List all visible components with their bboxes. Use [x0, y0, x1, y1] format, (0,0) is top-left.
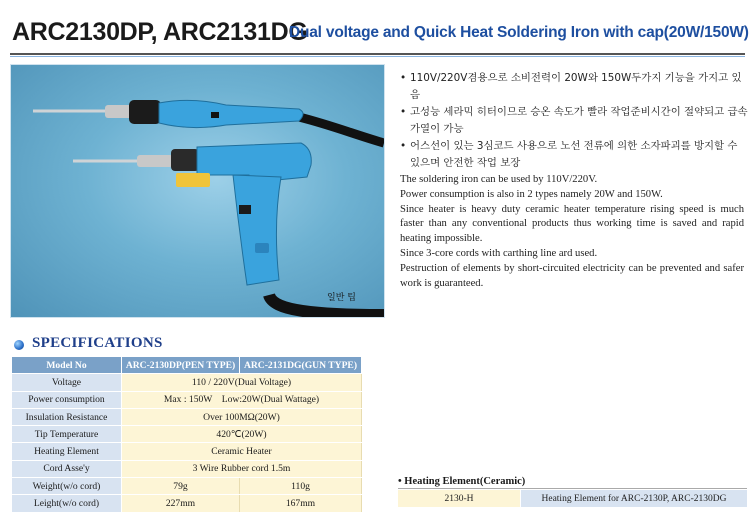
heating-element-divider	[398, 488, 747, 489]
table-row	[12, 443, 362, 460]
model-title: ARC2130DP, ARC2131DG	[12, 18, 308, 46]
spec-value: 420℃(20W)	[122, 426, 362, 443]
header-divider-accent	[10, 56, 745, 57]
product-photo	[10, 64, 385, 318]
spec-value: 79g	[122, 478, 240, 495]
spec-label: Insulation Resistance	[12, 408, 122, 425]
heating-element-table	[398, 490, 747, 507]
feature-en-line: Since heater is heavy duty ceramic heater temperature rising speed is much faster than any conventional products thus working time is saved and rapid heating impossible.	[400, 203, 744, 245]
table-row	[12, 391, 362, 408]
spec-label: Tip Temperature	[12, 426, 122, 443]
features-korean	[398, 70, 748, 172]
feature-kr-item: • 110V/220V겸용으로 소비전력이 20W와 150W두가지 기능을 가지고 있음	[398, 70, 748, 104]
spec-value: Max : 150W Low:20W(Dual Wattage)	[122, 391, 362, 408]
header-divider	[10, 53, 745, 55]
feature-en-line: The soldering iron can be used by 110V/220V.	[400, 174, 598, 185]
table-row	[12, 495, 362, 512]
spec-value: 227mm	[122, 495, 240, 512]
bullet-icon	[14, 340, 24, 350]
column-header: ARC-2130DP(PEN TYPE)	[122, 357, 240, 374]
table-row	[12, 426, 362, 443]
specifications-title: SPECIFICATIONS	[32, 335, 163, 351]
spec-label: Leight(w/o cord)	[12, 495, 122, 512]
spec-value: 110g	[240, 478, 362, 495]
heating-element-description: Heating Element for ARC-2130P, ARC-2130DG	[521, 490, 748, 507]
soldering-iron-illustration	[11, 65, 384, 317]
table-header-row	[12, 357, 362, 374]
spec-label: Power consumption	[12, 391, 122, 408]
column-header: ARC-2131DG(GUN TYPE)	[240, 357, 362, 374]
product-description: Dual voltage and Quick Heat Soldering Iron with cap(20W/150W)	[289, 24, 749, 41]
table-row	[398, 490, 747, 507]
feature-en-line: Since 3-core cords with carthing line ard used.	[400, 247, 598, 259]
spec-label: Cord Asse'y	[12, 460, 122, 477]
spec-label: Heating Element	[12, 443, 122, 460]
table-row	[12, 478, 362, 495]
table-row	[12, 460, 362, 477]
heating-element-title: • Heating Element(Ceramic)	[398, 476, 526, 487]
spec-value: Ceramic Heater	[122, 443, 362, 460]
column-header: Model No	[12, 357, 122, 374]
table-row	[12, 374, 362, 391]
spec-value: Over 100MΩ(20W)	[122, 408, 362, 425]
table-row	[12, 408, 362, 425]
spec-value: 167mm	[240, 495, 362, 512]
spec-label: Voltage	[12, 374, 122, 391]
spec-value: 3 Wire Rubber cord 1.5m	[122, 460, 362, 477]
features-english	[400, 173, 744, 291]
heating-element-code: 2130-H	[398, 490, 521, 507]
feature-kr-item: • 고성능 세라믹 히터이므로 승온 속도가 빨라 작업준비시간이 절약되고 급속가열이 가능	[398, 104, 748, 138]
spec-value: 110 / 220V(Dual Voltage)	[122, 374, 362, 391]
feature-kr-item: • 어스선이 있는 3심코드 사용으로 노선 전류에 의한 소자파괴를 방지할 수 있으며 안전한 작업 보장	[398, 138, 748, 172]
spec-label: Weight(w/o cord)	[12, 478, 122, 495]
specifications-table	[12, 357, 362, 513]
photo-caption: 일반 팁	[327, 293, 356, 303]
page-header	[0, 0, 755, 56]
feature-en-line: Power consumption is also in 2 types namely 20W and 150W.	[400, 188, 663, 200]
feature-en-line: Pestruction of elements by short-circuited electricity can be prevented and safer work is guaranteed.	[400, 262, 744, 289]
